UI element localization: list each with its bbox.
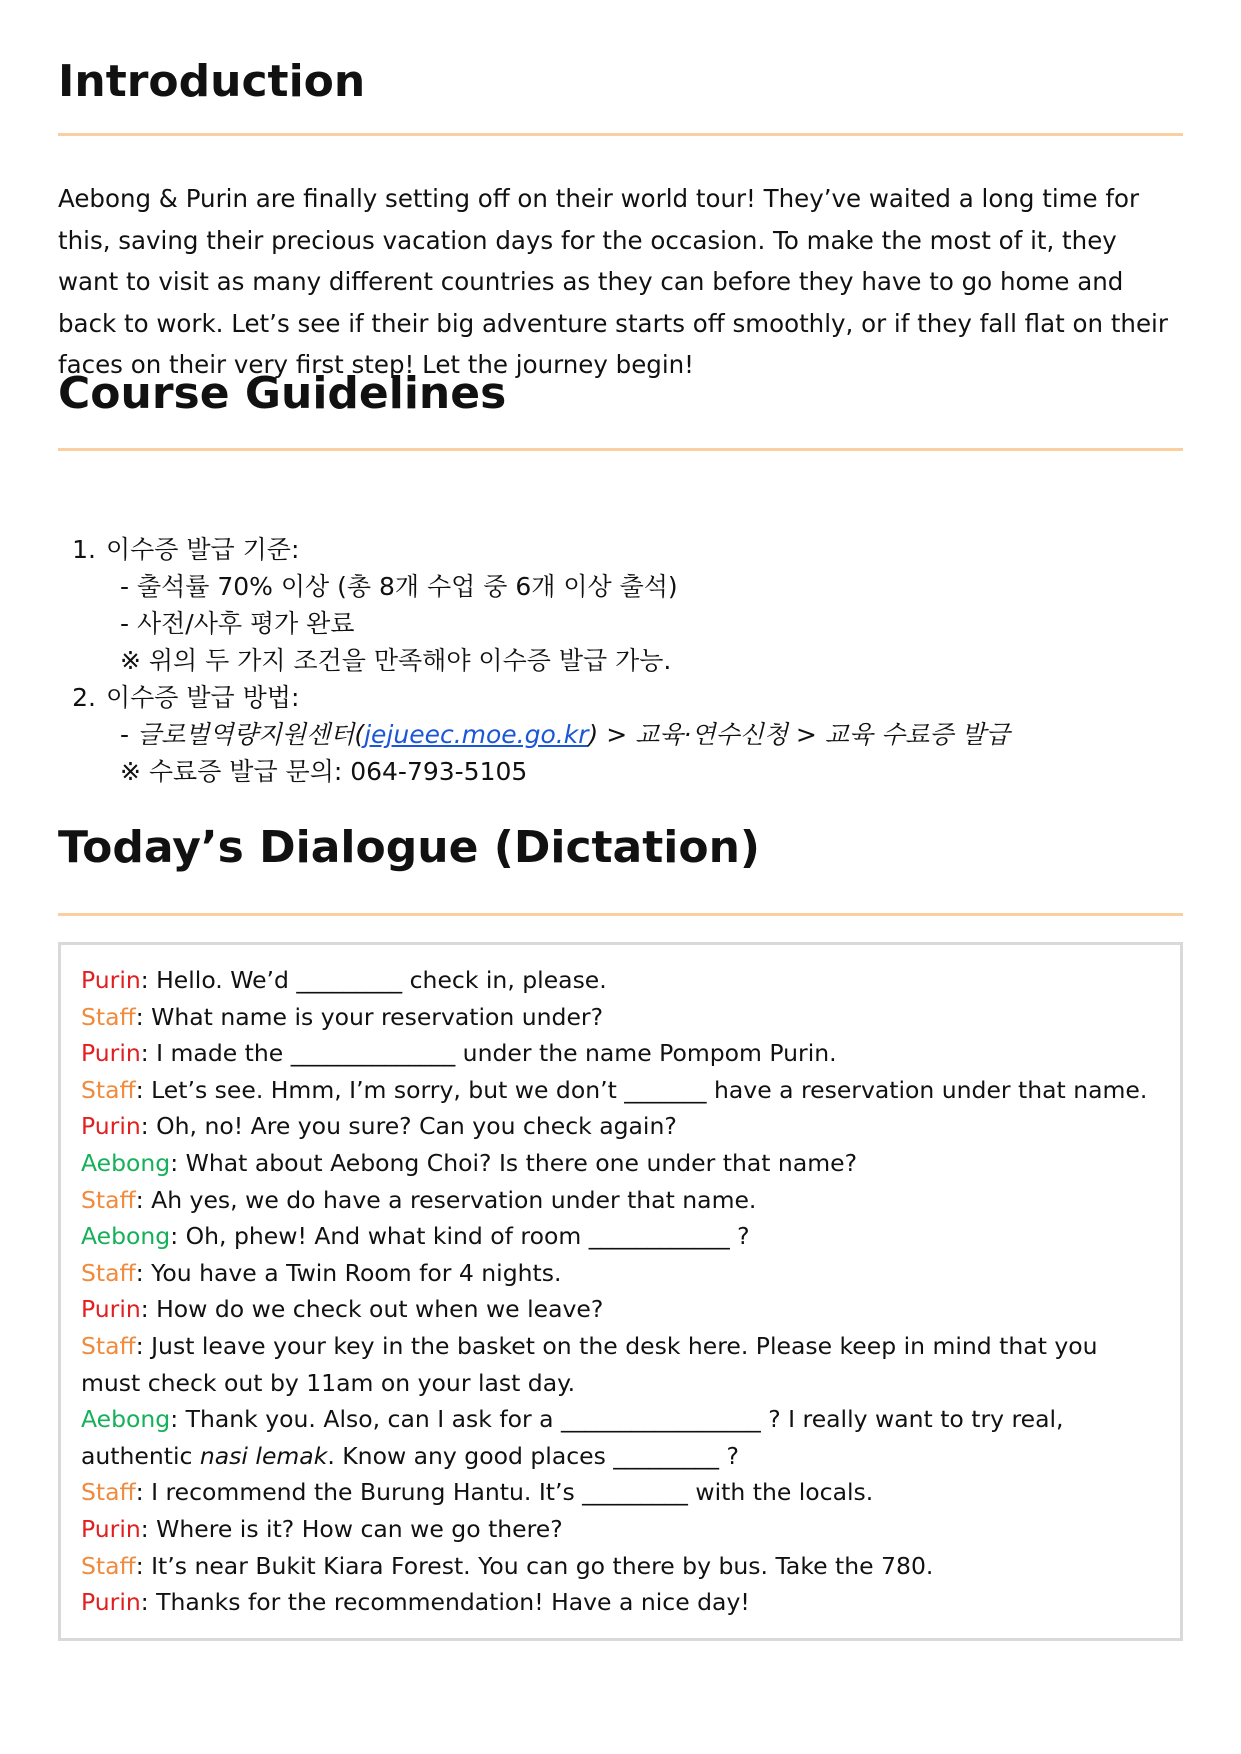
dialogue-line (81, 1255, 1161, 1292)
guideline-item-1-number: 1. (72, 535, 96, 564)
guideline-issue-path (58, 716, 1183, 753)
dialogue-line (81, 1584, 1161, 1621)
speaker-name: Aebong (81, 1222, 171, 1251)
speaker-name: Staff (81, 1258, 136, 1287)
dialogue-line (81, 1218, 1161, 1255)
introduction-divider (58, 133, 1183, 136)
speaker-name: Aebong (81, 1148, 171, 1177)
dialogue-text: : Ah yes, we do have a reservation under that name. (135, 1185, 757, 1214)
speaker-name: Staff (81, 1002, 136, 1031)
dialogue-text: : How do we check out when we leave? (140, 1295, 604, 1324)
dialogue-line (81, 1328, 1161, 1401)
course-guidelines-divider (58, 448, 1183, 451)
guideline-assessment-requirement: - 사전/사후 평가 완료 (120, 609, 355, 638)
dialogue-line (81, 1182, 1161, 1219)
guideline-item-1-note: ※ 위의 두 가지 조건을 만족해야 이수증 발급 가능. (120, 646, 672, 675)
speaker-name: Purin (81, 966, 141, 994)
jejueec-link[interactable]: jejueec.moe.go.kr (364, 720, 589, 749)
dialogue-line (81, 1401, 1161, 1474)
guideline-attendance-requirement: - 출석률 70% 이상 (총 8개 수업 중 6개 이상 출석) (120, 572, 678, 601)
guideline-issue-path-org: 글로벌역량지원센터( (136, 720, 365, 749)
dialogue-line (81, 1145, 1161, 1182)
dialogue-text: : What about Aebong Choi? Is there one under that name? (170, 1148, 858, 1177)
dialogue-text: : Hello. We’d _________ check in, please. (140, 966, 607, 994)
speaker-name: Purin (81, 1112, 141, 1141)
guidelines-list (58, 531, 1183, 790)
dialogue-heading: Today’s Dialogue (Dictation) (58, 822, 761, 873)
dialogue-italic-term: nasi lemak (199, 1441, 328, 1470)
guideline-item-1 (58, 531, 1183, 568)
dialogue-line (81, 1072, 1161, 1109)
speaker-name: Purin (81, 1295, 141, 1324)
course-guidelines-heading: Course Guidelines (58, 368, 507, 419)
speaker-name: Aebong (81, 1405, 171, 1434)
introduction-paragraph: Aebong & Purin are finally setting off on their world tour! They’ve waited a long time for this, saving their precious vacation days for the occasion. To make the most of it, they want to visit as many different countries as they can before they have to go home and back to work. Let’s see if their big adventure starts off smoothly, or if they fall flat on their faces on their very first step! Let the journey begin! (58, 184, 1168, 379)
dialogue-line (81, 999, 1161, 1036)
dialogue-text: : It’s near Bukit Kiara Forest. You can go there by bus. Take the 780. (135, 1551, 934, 1580)
dialogue-text: : Thanks for the recommendation! Have a nice day! (140, 1588, 750, 1617)
speaker-name: Purin (81, 1039, 141, 1068)
dialogue-line (81, 962, 1161, 999)
dialogue-text: : Oh, phew! And what kind of room ____________ ? (170, 1222, 750, 1251)
speaker-name: Staff (81, 1331, 136, 1360)
speaker-name: Purin (81, 1588, 141, 1617)
dialogue-text: : Thank you. Also, can I ask for a _________________ ? I really want to try real, authentic (81, 1405, 1064, 1470)
speaker-name: Purin (81, 1514, 141, 1543)
guideline-item-2-label: 이수증 발급 방법: (106, 683, 300, 712)
introduction-heading: Introduction (58, 56, 366, 107)
dialogue-text: : I recommend the Burung Hantu. It’s _________ with the locals. (135, 1478, 874, 1507)
speaker-name: Staff (81, 1551, 136, 1580)
dialogue-text: : Where is it? How can we go there? (140, 1514, 563, 1543)
dialogue-text: : What name is your reservation under? (135, 1002, 604, 1031)
dialogue-box (58, 942, 1183, 1641)
dialogue-text: : Just leave your key in the basket on the desk here. Please keep in mind that you must check out by 11am on your last day. (81, 1331, 1098, 1397)
dialogue-text: : Oh, no! Are you sure? Can you check again? (140, 1112, 677, 1141)
dialogue-divider (58, 913, 1183, 916)
dialogue-line (81, 1035, 1161, 1072)
dialogue-line (81, 1548, 1161, 1585)
guideline-item-2 (58, 679, 1183, 716)
dialogue-lines (81, 962, 1161, 1621)
dialogue-text: : Let’s see. Hmm, I’m sorry, but we don’t _______ have a reservation under that name. (135, 1075, 1148, 1104)
dialogue-line (81, 1108, 1161, 1145)
guideline-item-1-label: 이수증 발급 기준: (106, 535, 300, 564)
guideline-issue-path-prefix: - (120, 720, 137, 749)
guideline-issue-path-rest: ) > 교육·연수신청 > 교육 수료증 발급 (588, 720, 1010, 749)
dialogue-text: : I made the ______________ under the name Pompom Purin. (140, 1039, 837, 1068)
dialogue-line (81, 1511, 1161, 1548)
speaker-name: Staff (81, 1075, 136, 1104)
guideline-item-2-note: ※ 수료증 발급 문의: 064-793-5105 (120, 757, 528, 786)
dialogue-text: : You have a Twin Room for 4 nights. (135, 1258, 562, 1287)
dialogue-line (81, 1474, 1161, 1511)
speaker-name: Staff (81, 1478, 136, 1507)
guideline-item-2-number: 2. (72, 683, 96, 712)
dialogue-line (81, 1291, 1161, 1328)
dialogue-text-after: . Know any good places _________ ? (327, 1441, 740, 1470)
speaker-name: Staff (81, 1185, 136, 1214)
